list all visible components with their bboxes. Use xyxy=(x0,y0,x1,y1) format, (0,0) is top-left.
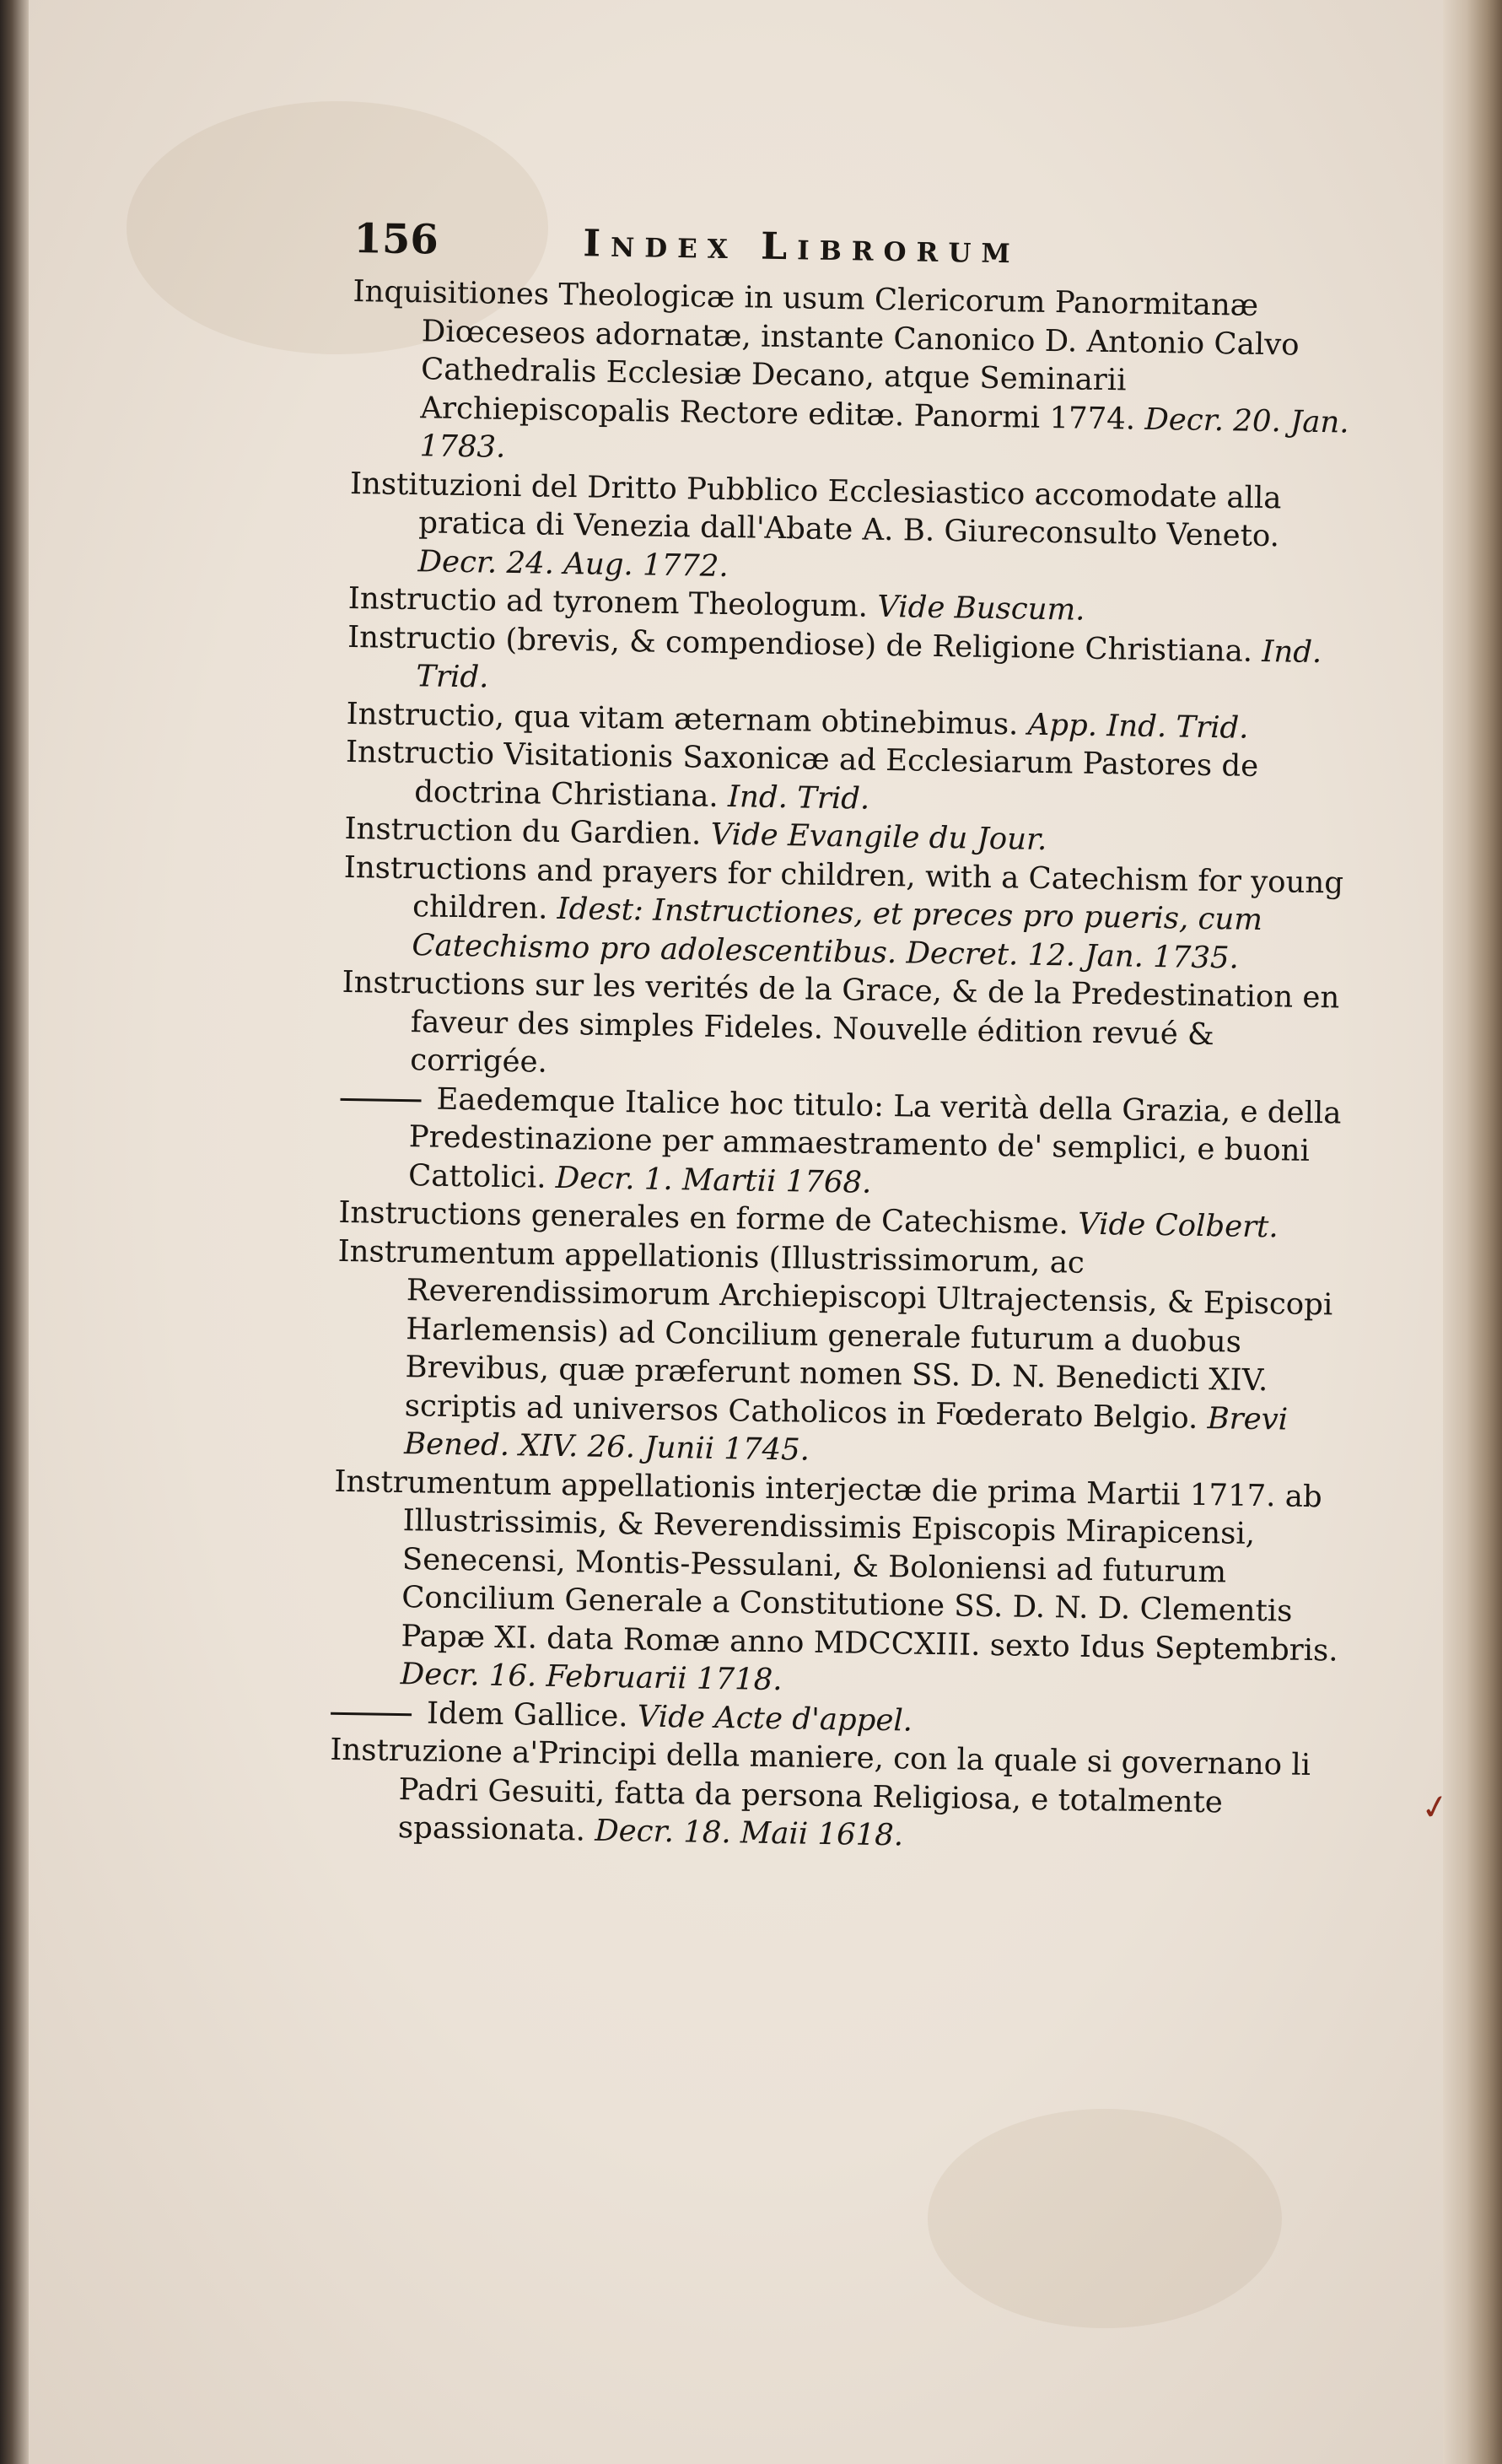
entry-title: Instructions sur les verités de la Grace, & de la Predestination en faveur des simples Fideles. Nouvelle édition revué & corrigée. xyxy=(342,964,1340,1080)
index-entry xyxy=(348,464,1362,595)
index-entry xyxy=(331,1462,1346,1708)
index-entry xyxy=(335,1232,1350,1478)
ditto-dash xyxy=(341,1097,422,1102)
index-entries xyxy=(329,272,1365,1862)
entry-title: Instructio Visitationis Saxonicæ ad Ecclesiarum Pastores de doctrina Christiana. xyxy=(345,734,1259,814)
ditto-dash xyxy=(331,1712,412,1716)
page-number: 156 xyxy=(353,215,439,264)
entry-citation: Vide Colbert. xyxy=(1077,1206,1279,1245)
entry-citation: Vide Evangile du Jour. xyxy=(710,817,1047,857)
binding-gutter xyxy=(0,0,29,2464)
entry-title: Instituzioni del Dritto Pubblico Ecclesiastico accomodate alla pratica di Venezia dall'Abate A. B. Giureconsulto Veneto. xyxy=(349,466,1282,554)
entry-citation: Decr. 18. Maii 1618. xyxy=(594,1813,904,1853)
entry-title: Instructio ad tyronem Theologum. xyxy=(347,580,869,624)
entry-citation: App. Ind. Trid. xyxy=(1027,707,1249,746)
index-entry xyxy=(342,848,1356,979)
entry-title: Instrumentum appellationis (Illustrissimorum, ac Reverendissimorum Archiepiscopi Ultrajectensis, & Episcopi Harlemensis) ad Concilium generale futurum a duobus Brevibus, quæ præferunt nomen SS. D. N. Benedicti XIV. scriptis ad universos Catholicos in Fœderato Belgio. xyxy=(337,1233,1333,1436)
entry-title: Instructions generales en forme de Catechisme. xyxy=(338,1194,1069,1242)
entry-citation: Decr. 16. Februarii 1718. xyxy=(400,1657,783,1698)
paper-stain xyxy=(928,2109,1282,2328)
running-title: Index Librorum xyxy=(583,222,1021,272)
entry-citation: Decr. 1. Martii 1768. xyxy=(555,1160,872,1200)
entry-citation: Idest: Instructiones, et preces pro pueris, cum Catechismo pro adolescentibus. Decret. 12. Jan. 1735. xyxy=(412,891,1263,976)
entry-citation: Vide Buscum. xyxy=(876,589,1085,628)
entry-citation: Brevi Bened. XIV. 26. Junii 1745. xyxy=(403,1400,1289,1468)
entry-citation: Ind. Trid. xyxy=(727,779,870,817)
entry-title: Instruzione a'Principi della maniere, con la quale si governano li Padri Gesuiti, fatta da persona Religiosa, e totalmente spassionata. xyxy=(330,1732,1311,1848)
entry-title: Inquisitiones Theologicæ in usum Clericorum Panormitanæ Diœceseos adornatæ, instante Canonico D. Antonio Calvo Cathedralis Ecclesiæ Decano, atque Seminarii Archiepiscopalis Rectore editæ. Panormi 1774. xyxy=(353,273,1300,437)
index-entry xyxy=(339,1078,1353,1209)
page-content xyxy=(329,215,1366,1862)
index-entry xyxy=(329,1731,1343,1862)
entry-citation: Decr. 24. Aug. 1772. xyxy=(417,543,729,584)
page-header xyxy=(353,215,1366,283)
index-entry xyxy=(350,272,1365,480)
entry-citation: Vide Acte d'appel. xyxy=(637,1698,913,1739)
entry-title: Instructio, qua vitam æternam obtinebimus. xyxy=(346,696,1019,741)
entry-title: Instrumentum appellationis interjectæ die prima Martii 1717. ab Illustrissimis, & Reverendissimis Episcopis Mirapicensi, Senecensi, Montis-Pessulani, & Boloniensi ad futurum Concilium Generale a Constitutione SS. D. N. D. Clementis Papæ XI. data Romæ anno MDCCXIII. sexto Idus Septembris. xyxy=(334,1464,1338,1669)
margin-check-mark: ✓ xyxy=(1418,1786,1453,1830)
entry-title: Instruction du Gardien. xyxy=(344,811,702,852)
entry-citation: Ind. Trid. xyxy=(416,634,1322,695)
page-edge xyxy=(1443,0,1502,2464)
entry-title: Idem Gallice. xyxy=(426,1696,628,1733)
entry-title: Eaedemque Italice hoc titulo: La verità della Grazia, e della Predestinazione per ammaestramento de' semplici, e buoni Cattolici. xyxy=(407,1081,1342,1195)
entry-citation: Decr. 20. Jan. 1783. xyxy=(419,402,1349,465)
entry-title: Instructions and prayers for children, with a Catechism for young children. xyxy=(343,849,1344,926)
entry-title: Instructio (brevis, & compendiose) de Religione Christiana. xyxy=(347,619,1253,669)
index-entry xyxy=(341,963,1354,1094)
